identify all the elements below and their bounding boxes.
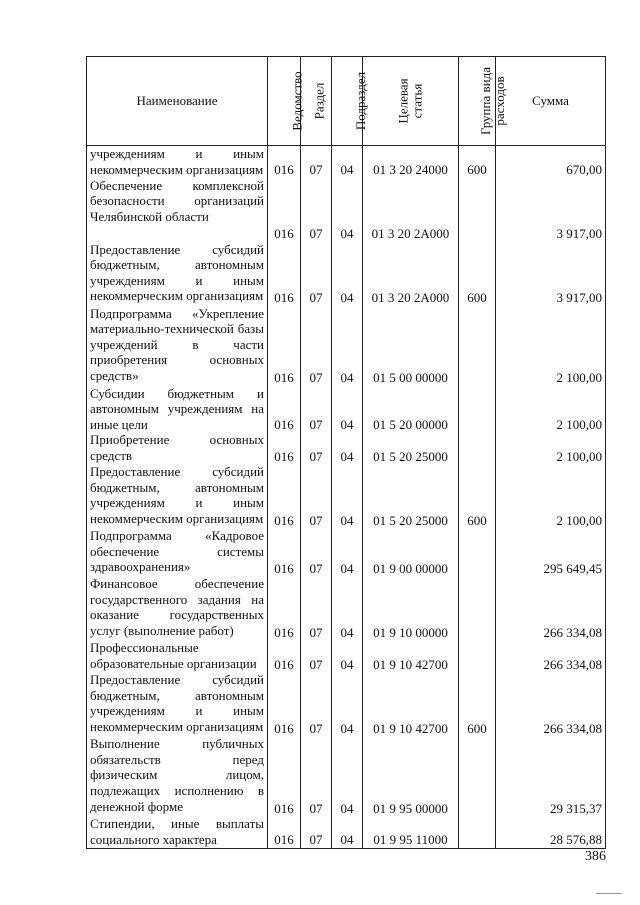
row-group-cell <box>459 432 496 464</box>
table-row <box>87 576 606 640</box>
row-group-cell <box>459 816 496 848</box>
header-subsection: Подраздел <box>332 57 363 146</box>
row-name-cell: Обеспечение комплексной безопасности организаций Челябинской области <box>87 178 268 242</box>
table-row <box>87 816 606 848</box>
row-section-cell: 07 <box>301 816 332 848</box>
scan-edge-mark <box>596 893 622 894</box>
row-department-cell: 016 <box>268 736 301 816</box>
row-target-cell: 01 5 20 25000 <box>363 464 459 528</box>
row-name-cell: Подпрограмма «Кадровое обеспечение системы здравоохранения» <box>87 528 268 576</box>
row-department-cell: 016 <box>268 146 301 178</box>
row-sum-cell: 266 334,08 <box>496 576 606 640</box>
row-subsection-cell: 04 <box>332 672 363 736</box>
row-group-cell <box>459 178 496 242</box>
row-group-cell <box>459 306 496 386</box>
table-header-row <box>87 57 606 146</box>
table-row <box>87 306 606 386</box>
row-target-cell: 01 9 95 11000 <box>363 816 459 848</box>
row-target-cell: 01 3 20 2А000 <box>363 178 459 242</box>
row-name-cell: Финансовое обеспечение государственного задания на оказание государственных услуг (выполнение работ) <box>87 576 268 640</box>
table-body <box>87 146 606 849</box>
row-subsection-cell: 04 <box>332 576 363 640</box>
row-group-cell: 600 <box>459 242 496 306</box>
row-section-cell: 07 <box>301 306 332 386</box>
row-target-cell: 01 5 20 00000 <box>363 386 459 433</box>
row-name-cell: Предоставление субсидий бюджетным, автономным учреждениям и иным некоммерческим организациям <box>87 242 268 306</box>
page-number: 386 <box>585 849 606 864</box>
row-name-cell: Выполнение публичных обязательств перед физическим лицом, подлежащих исполнению в денежной форме <box>87 736 268 816</box>
table-row <box>87 464 606 528</box>
row-department-cell: 016 <box>268 432 301 464</box>
row-department-cell: 016 <box>268 386 301 433</box>
row-name-cell: Стипендии, иные выплаты социального характера <box>87 816 268 848</box>
row-name-cell: Предоставление субсидий бюджетным, автономным учреждениям и иным некоммерческим организациям <box>87 672 268 736</box>
row-subsection-cell: 04 <box>332 242 363 306</box>
table-row <box>87 432 606 464</box>
row-name-cell: учреждениям и иным некоммерческим организациям <box>87 146 268 178</box>
row-sum-cell: 2 100,00 <box>496 306 606 386</box>
row-sum-cell: 28 576,88 <box>496 816 606 848</box>
row-department-cell: 016 <box>268 816 301 848</box>
budget-table <box>86 56 606 849</box>
row-target-cell: 01 5 20 25000 <box>363 432 459 464</box>
header-expense-group: Группа вида расходов <box>459 57 496 146</box>
row-department-cell: 016 <box>268 528 301 576</box>
row-section-cell: 07 <box>301 736 332 816</box>
row-department-cell: 016 <box>268 640 301 672</box>
row-section-cell: 07 <box>301 640 332 672</box>
row-sum-cell: 3 917,00 <box>496 178 606 242</box>
row-target-cell: 01 9 10 42700 <box>363 640 459 672</box>
row-target-cell: 01 9 10 00000 <box>363 576 459 640</box>
row-section-cell: 07 <box>301 528 332 576</box>
row-sum-cell: 266 334,08 <box>496 640 606 672</box>
row-subsection-cell: 04 <box>332 816 363 848</box>
row-department-cell: 016 <box>268 672 301 736</box>
row-section-cell: 07 <box>301 386 332 433</box>
row-sum-cell: 3 917,00 <box>496 242 606 306</box>
table-row <box>87 736 606 816</box>
row-target-cell: 01 9 95 00000 <box>363 736 459 816</box>
row-department-cell: 016 <box>268 306 301 386</box>
row-group-cell <box>459 640 496 672</box>
table-row <box>87 528 606 576</box>
table-row <box>87 146 606 178</box>
row-group-cell <box>459 736 496 816</box>
row-subsection-cell: 04 <box>332 386 363 433</box>
row-name-cell: Профессиональные образовательные организации <box>87 640 268 672</box>
row-subsection-cell: 04 <box>332 146 363 178</box>
row-sum-cell: 295 649,45 <box>496 528 606 576</box>
row-name-cell: Приобретение основных средств <box>87 432 268 464</box>
row-group-cell: 600 <box>459 464 496 528</box>
row-department-cell: 016 <box>268 178 301 242</box>
row-section-cell: 07 <box>301 464 332 528</box>
row-section-cell: 07 <box>301 672 332 736</box>
row-target-cell: 01 3 20 24000 <box>363 146 459 178</box>
row-subsection-cell: 04 <box>332 736 363 816</box>
table-row <box>87 386 606 433</box>
row-target-cell: 01 3 20 2А000 <box>363 242 459 306</box>
row-group-cell: 600 <box>459 672 496 736</box>
row-sum-cell: 266 334,08 <box>496 672 606 736</box>
row-target-cell: 01 9 00 00000 <box>363 528 459 576</box>
header-target-article: Целевая статья <box>363 57 459 146</box>
row-department-cell: 016 <box>268 576 301 640</box>
row-group-cell <box>459 528 496 576</box>
row-subsection-cell: 04 <box>332 528 363 576</box>
row-subsection-cell: 04 <box>332 306 363 386</box>
row-section-cell: 07 <box>301 178 332 242</box>
row-group-cell: 600 <box>459 146 496 178</box>
row-sum-cell: 2 100,00 <box>496 464 606 528</box>
row-department-cell: 016 <box>268 242 301 306</box>
header-department: Ведомство <box>268 57 301 146</box>
row-sum-cell: 29 315,37 <box>496 736 606 816</box>
row-group-cell <box>459 576 496 640</box>
row-target-cell: 01 9 10 42700 <box>363 672 459 736</box>
row-subsection-cell: 04 <box>332 178 363 242</box>
row-section-cell: 07 <box>301 242 332 306</box>
header-name: Наименование <box>87 57 268 146</box>
row-subsection-cell: 04 <box>332 640 363 672</box>
header-sum: Сумма <box>496 57 606 146</box>
row-subsection-cell: 04 <box>332 432 363 464</box>
row-name-cell: Подпрограмма «Укрепление материально-технической базы учреждений в части приобретения основных средств» <box>87 306 268 386</box>
table-row <box>87 640 606 672</box>
header-section: Раздел <box>301 57 332 146</box>
row-section-cell: 07 <box>301 432 332 464</box>
row-sum-cell: 2 100,00 <box>496 386 606 433</box>
row-sum-cell: 2 100,00 <box>496 432 606 464</box>
row-group-cell <box>459 386 496 433</box>
row-name-cell: Предоставление субсидий бюджетным, автономным учреждениям и иным некоммерческим организациям <box>87 464 268 528</box>
table-row <box>87 242 606 306</box>
row-section-cell: 07 <box>301 576 332 640</box>
table-row <box>87 178 606 242</box>
row-sum-cell: 670,00 <box>496 146 606 178</box>
row-name-cell: Субсидии бюджетным и автономным учреждениям на иные цели <box>87 386 268 433</box>
row-section-cell: 07 <box>301 146 332 178</box>
table-row <box>87 672 606 736</box>
row-department-cell: 016 <box>268 464 301 528</box>
row-target-cell: 01 5 00 00000 <box>363 306 459 386</box>
row-subsection-cell: 04 <box>332 464 363 528</box>
